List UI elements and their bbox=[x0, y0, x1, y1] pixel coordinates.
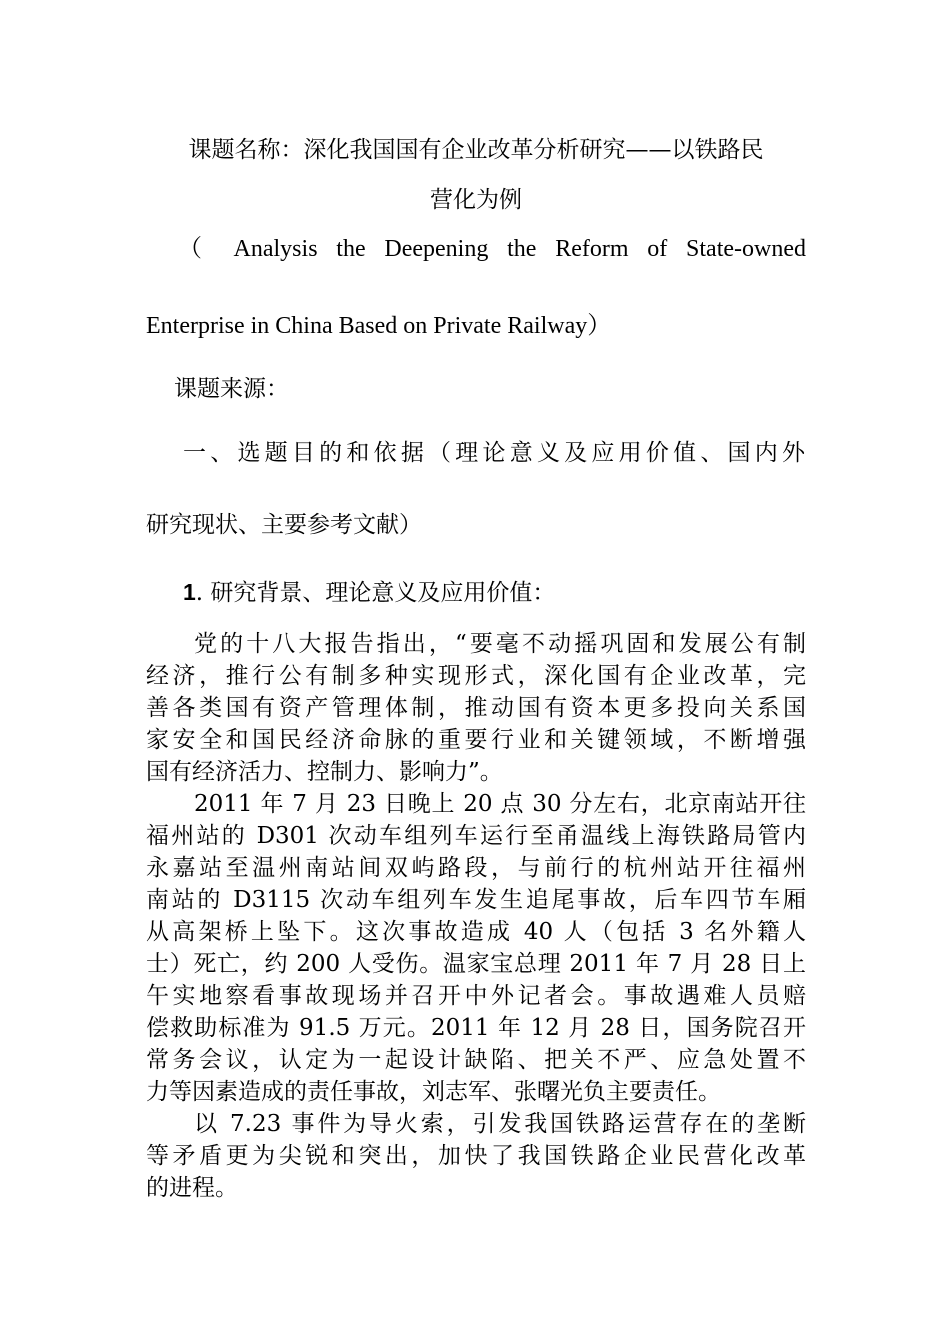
paragraph-line: 党的十八大报告指出，“要毫不动摇巩固和发展公有制 bbox=[194, 631, 806, 657]
paragraph-line: 以 7.23 事件为导火索，引发我国铁路运营存在的垄断 bbox=[194, 1111, 806, 1137]
english-title-line-2: Enterprise in China Based on Private Railway） bbox=[146, 313, 612, 339]
title-line-1: 课题名称：深化我国国有企业改革分析研究——以铁路民 bbox=[188, 137, 764, 163]
english-title-line-1: （ Analysis the Deepening the Reform of State-owned bbox=[178, 236, 806, 262]
paragraph-line: 力等因素造成的责任事故，刘志军、张曙光负主要责任。 bbox=[146, 1079, 721, 1105]
paragraph-1 bbox=[146, 628, 806, 788]
section-1-heading-line-2: 研究现状、主要参考文献） bbox=[146, 512, 422, 538]
paragraph-line: 善各类国有资产管理体制，推动国有资本更多投向关系国 bbox=[146, 695, 806, 721]
paragraph-line: 永嘉站至温州南站间双屿路段，与前行的杭州站开往福州 bbox=[146, 855, 806, 881]
paragraph-line: 经济，推行公有制多种实现形式，深化国有企业改革，完 bbox=[146, 663, 806, 689]
subsection-1-number: 1 bbox=[183, 579, 196, 605]
section-1-heading-line-1: 一、选题目的和依据（理论意义及应用价值、国内外 bbox=[183, 440, 806, 466]
paragraph-line: 从高架桥上坠下。这次事故造成 40 人（包括 3 名外籍人 bbox=[146, 919, 806, 945]
paragraph-line: 南站的 D3115 次动车组列车发生追尾事故，后车四节车厢 bbox=[146, 887, 806, 913]
paragraph-line: 福州站的 D301 次动车组列车运行至甬温线上海铁路局管内 bbox=[146, 823, 806, 849]
subsection-1-text: . 研究背景、理论意义及应用价值： bbox=[195, 580, 556, 606]
paragraph-line: 的进程。 bbox=[146, 1175, 238, 1201]
paragraph-3 bbox=[146, 1108, 806, 1204]
topic-source-label: 课题来源： bbox=[174, 376, 289, 402]
paragraph-line: 午实地察看事故现场并召开中外记者会。事故遇难人员赔 bbox=[146, 983, 806, 1009]
paragraph-line: 国有经济活力、控制力、影响力”。 bbox=[146, 759, 503, 785]
paragraph-line: 士）死亡，约 200 人受伤。温家宝总理 2011 年 7 月 28 日上 bbox=[146, 951, 806, 977]
paragraph-line: 等矛盾更为尖锐和突出，加快了我国铁路企业民营化改革 bbox=[146, 1143, 806, 1169]
paragraph-2 bbox=[146, 788, 806, 1108]
paragraph-line: 2011 年 7 月 23 日晚上 20 点 30 分左右，北京南站开往 bbox=[194, 791, 806, 817]
subsection-1-heading bbox=[183, 575, 843, 610]
title-line-2: 营化为例 bbox=[430, 187, 522, 213]
paragraph-line: 家安全和国民经济命脉的重要行业和关键领域，不断增强 bbox=[146, 727, 806, 753]
paragraph-line: 偿救助标准为 91.5 万元。2011 年 12 月 28 日，国务院召开 bbox=[146, 1015, 806, 1041]
paragraph-line: 常务会议，认定为一起设计缺陷、把关不严、应急处置不 bbox=[146, 1047, 806, 1073]
